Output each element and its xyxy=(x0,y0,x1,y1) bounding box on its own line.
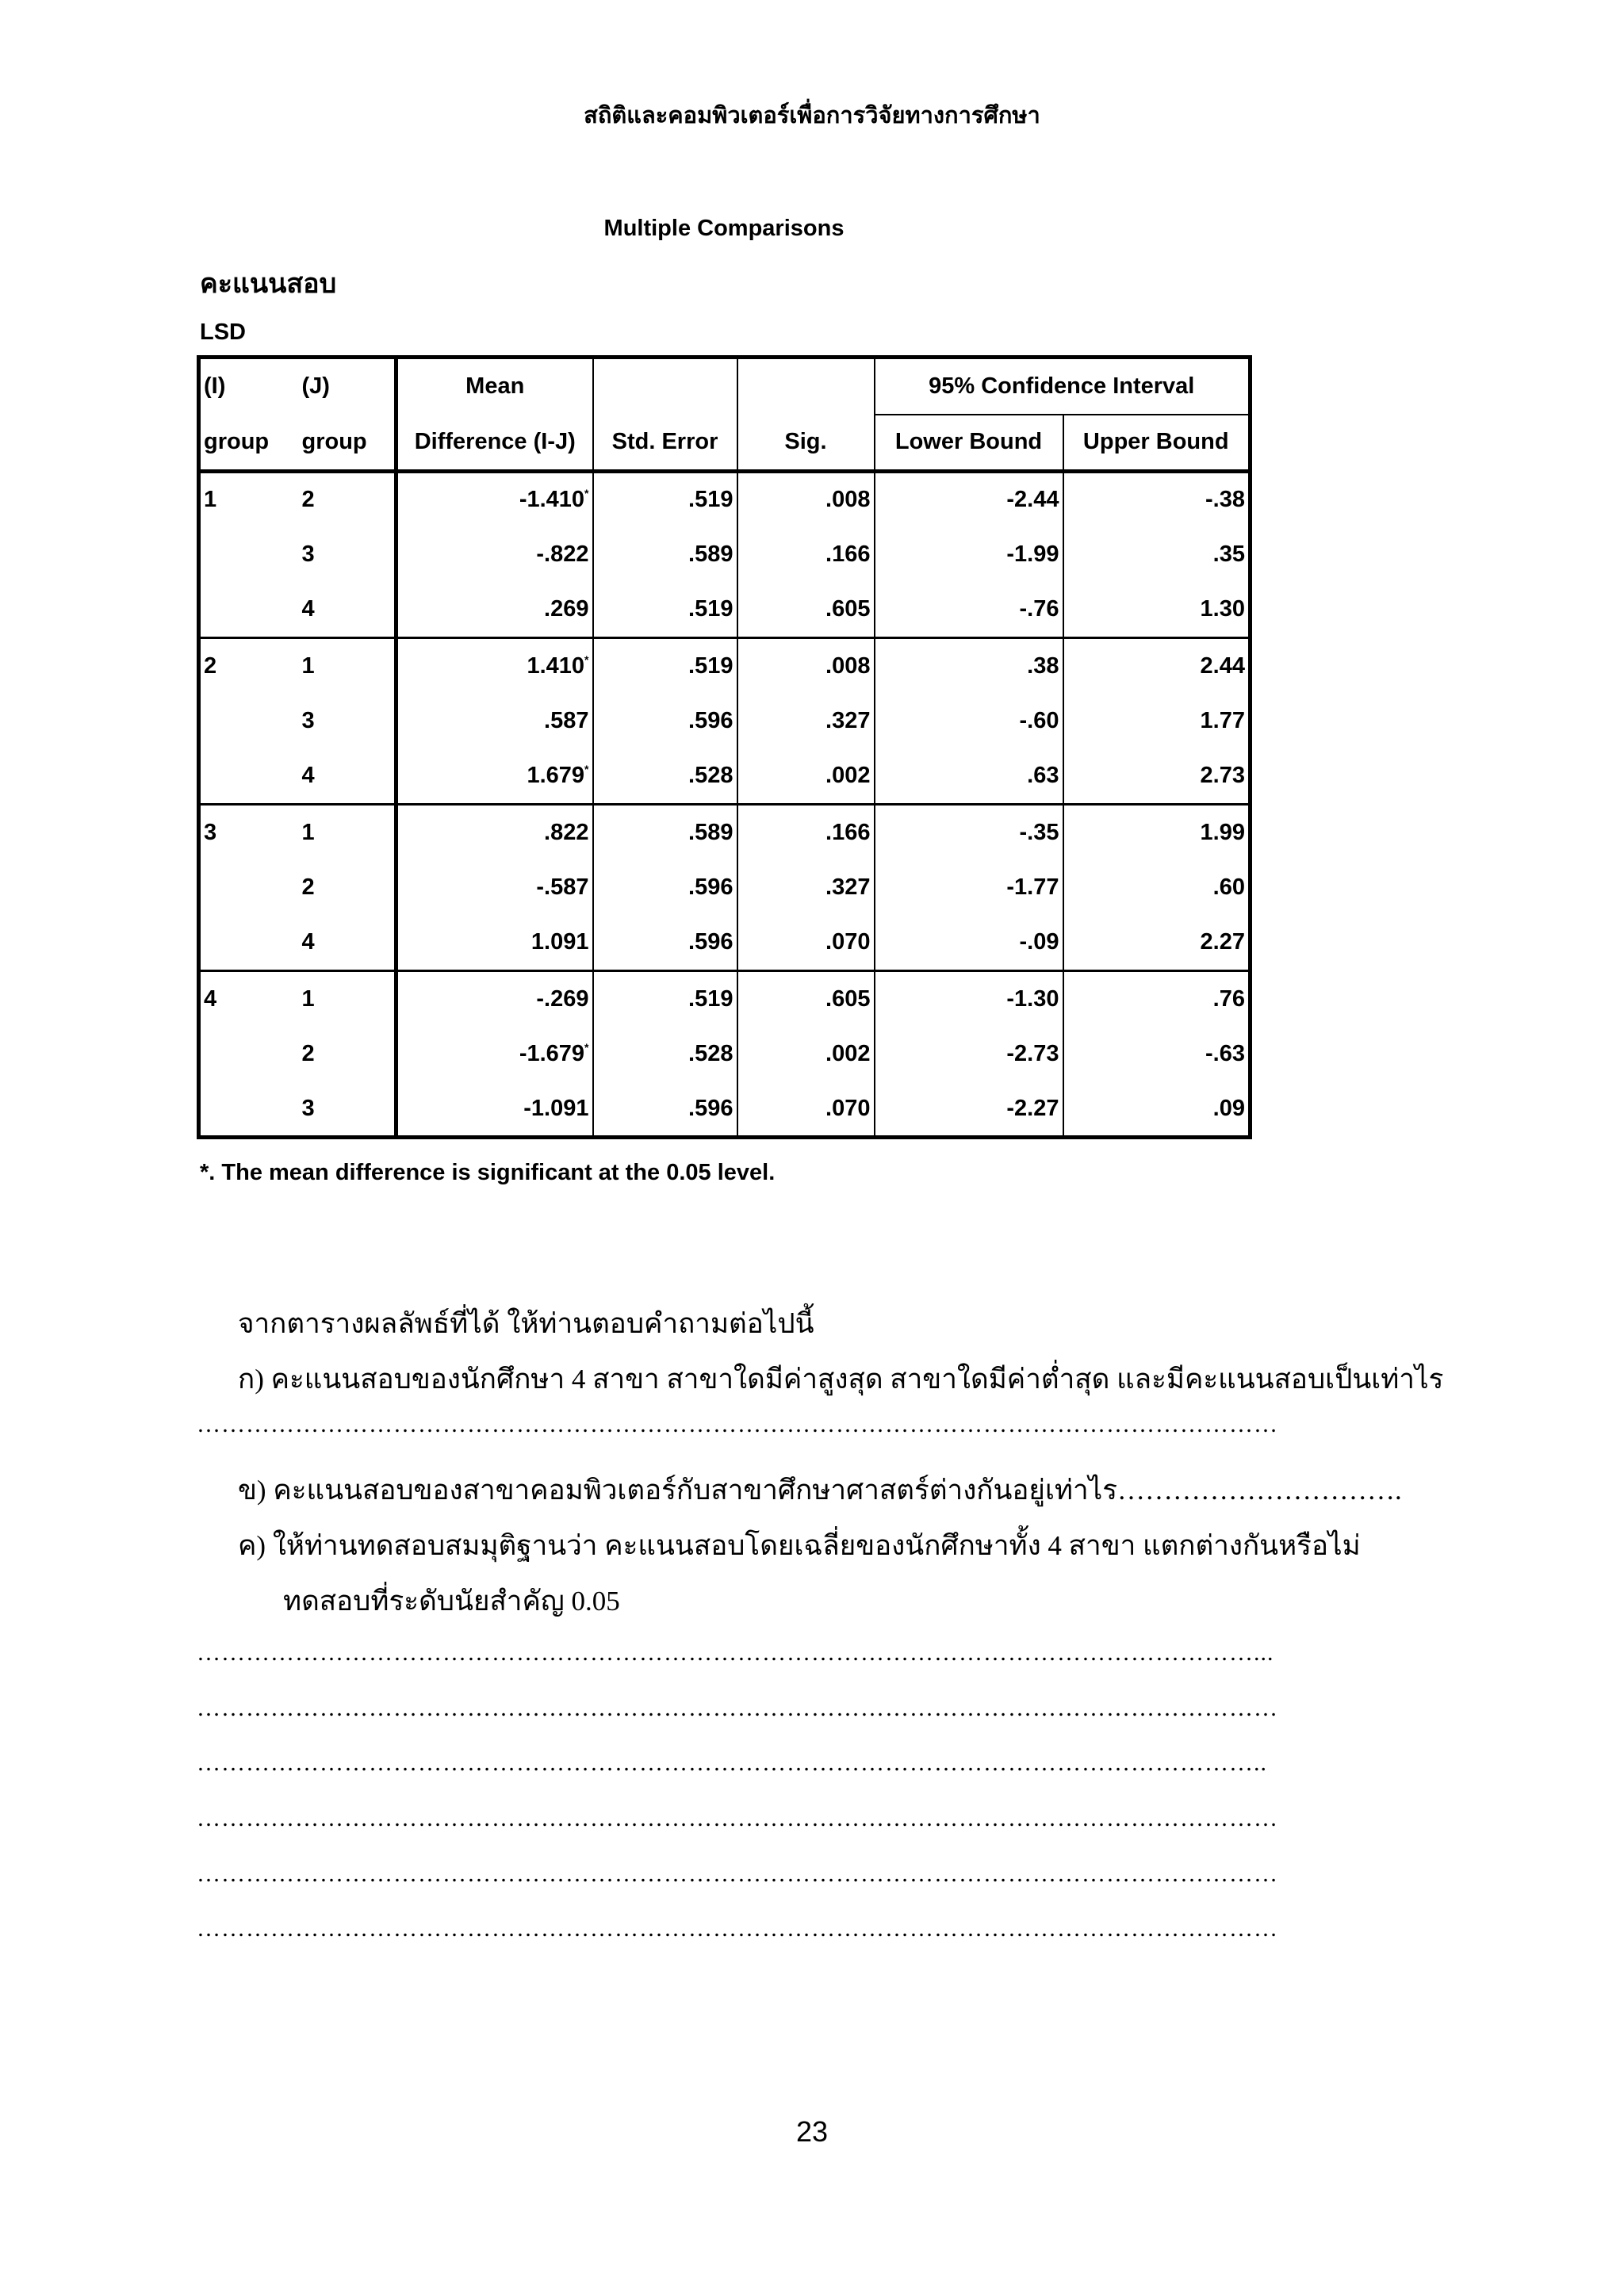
table-footnote: *. The mean difference is significant at the 0.05 level. xyxy=(200,1160,776,1185)
cell-lower-bound-value: -1.30 xyxy=(1006,985,1059,1012)
cell-mean-difference xyxy=(396,583,593,638)
question-c-line-2: ทดสอบที่ระดับนัยสำคัญ 0.05 xyxy=(283,1586,620,1617)
cell-std-error-value: .519 xyxy=(688,985,733,1012)
cell-std-error-value: .596 xyxy=(688,708,733,733)
header-se-blank xyxy=(593,358,737,415)
cell-mean-difference xyxy=(396,638,593,694)
cell-lower-bound xyxy=(875,472,1063,527)
cell-group-i xyxy=(199,860,299,916)
cell-sig-value: .605 xyxy=(825,985,871,1012)
cell-std-error xyxy=(593,694,737,749)
cell-std-error xyxy=(593,916,737,971)
cell-std-error xyxy=(593,472,737,527)
cell-std-error-value: .528 xyxy=(688,763,733,789)
header-md-bottom: Difference (I-J) xyxy=(396,415,593,472)
cell-group-j xyxy=(299,1027,396,1082)
cell-sig xyxy=(737,694,875,749)
cell-lower-bound-value: .38 xyxy=(1027,652,1059,679)
cell-lower-bound-value: -2.27 xyxy=(1006,1095,1059,1121)
question-c-line-1: ค) ให้ท่านทดสอบสมมุติฐานว่า คะแนนสอบโดยเฉลี่ยของนักศึกษาทั้ง 4 สาขา แตกต่างกันหรือไม่ xyxy=(238,1530,1361,1561)
table-row xyxy=(199,916,1251,971)
cell-std-error-value: .596 xyxy=(688,874,733,900)
cell-sig xyxy=(737,1082,875,1138)
cell-upper-bound xyxy=(1063,583,1251,638)
cell-sig-value: .002 xyxy=(825,1041,871,1066)
cell-mean-difference xyxy=(396,860,593,916)
table-row xyxy=(199,1082,1251,1138)
cell-group-i xyxy=(199,472,299,527)
page-header: สถิติและคอมพิวเตอร์เพื่อการวิจัยทางการศึกษา xyxy=(584,103,1040,128)
cell-mean-difference xyxy=(396,472,593,527)
cell-lower-bound-value: -.35 xyxy=(1019,819,1059,845)
cell-mean-difference xyxy=(396,1027,593,1082)
answer-line-c-2: …………………………………………………………………………………………………………………… xyxy=(197,1695,1278,1721)
cell-group-i xyxy=(199,971,299,1027)
answer-line-c-5: …………………………………………………………………………………………………………………… xyxy=(197,1861,1278,1887)
cell-mean-difference-value: -1.091 xyxy=(523,1095,589,1121)
cell-group-i xyxy=(199,638,299,694)
header-std-error: Std. Error xyxy=(593,415,737,472)
header-j-top: (J) xyxy=(299,358,396,415)
cell-group-j xyxy=(299,749,396,805)
cell-lower-bound xyxy=(875,527,1063,583)
answer-line-c-1: …………………………………………………………………………………………………………………... xyxy=(197,1640,1274,1666)
cell-mean-difference xyxy=(396,805,593,860)
cell-std-error-value: .589 xyxy=(688,541,733,567)
cell-lower-bound xyxy=(875,1027,1063,1082)
cell-group-i xyxy=(199,527,299,583)
cell-mean-difference xyxy=(396,527,593,583)
cell-group-i-value: 1 xyxy=(204,487,217,513)
cell-mean-difference xyxy=(396,749,593,805)
table-title: Multiple Comparisons xyxy=(603,216,845,241)
cell-group-i-value: 3 xyxy=(204,819,217,845)
cell-group-j-value: 1 xyxy=(301,652,315,679)
cell-group-j-value: 3 xyxy=(301,1095,315,1121)
cell-sig xyxy=(737,860,875,916)
cell-mean-difference xyxy=(396,694,593,749)
page-number: 23 xyxy=(795,2115,829,2148)
cell-upper-bound-value: .60 xyxy=(1212,874,1245,900)
cell-std-error-value: .519 xyxy=(688,652,733,679)
cell-upper-bound xyxy=(1063,749,1251,805)
cell-group-j-value: 1 xyxy=(301,819,315,845)
cell-group-j-value: 3 xyxy=(301,708,315,733)
method-label: LSD xyxy=(200,320,246,345)
cell-upper-bound xyxy=(1063,527,1251,583)
cell-upper-bound-value: -.63 xyxy=(1205,1041,1245,1066)
cell-group-j-value: 1 xyxy=(301,985,315,1012)
cell-group-j xyxy=(299,805,396,860)
cell-sig-value: .002 xyxy=(825,763,871,789)
dependent-variable-label: คะแนนสอบ xyxy=(200,270,337,299)
cell-upper-bound xyxy=(1063,805,1251,860)
cell-group-j xyxy=(299,472,396,527)
cell-lower-bound-value: -.60 xyxy=(1019,708,1059,733)
cell-lower-bound xyxy=(875,1082,1063,1138)
significance-marker: * xyxy=(584,652,589,666)
cell-group-j-value: 3 xyxy=(301,541,315,567)
cell-group-i xyxy=(199,1027,299,1082)
header-sig-blank xyxy=(737,358,875,415)
cell-sig xyxy=(737,638,875,694)
cell-lower-bound xyxy=(875,916,1063,971)
cell-sig xyxy=(737,527,875,583)
cell-lower-bound-value: -.76 xyxy=(1019,596,1059,622)
cell-sig-value: .327 xyxy=(825,708,871,733)
cell-mean-difference xyxy=(396,971,593,1027)
cell-std-error-value: .519 xyxy=(688,596,733,622)
header-i-top: (I) xyxy=(204,373,226,400)
table-row xyxy=(199,583,1251,638)
cell-mean-difference xyxy=(396,916,593,971)
cell-upper-bound xyxy=(1063,1027,1251,1082)
cell-upper-bound xyxy=(1063,694,1251,749)
table-header-row-1 xyxy=(199,358,1251,415)
table-row xyxy=(199,1027,1251,1082)
cell-group-j xyxy=(299,1082,396,1138)
cell-lower-bound-value: .63 xyxy=(1027,763,1059,789)
cell-upper-bound xyxy=(1063,860,1251,916)
cell-lower-bound xyxy=(875,860,1063,916)
cell-upper-bound xyxy=(1063,971,1251,1027)
cell-mean-difference xyxy=(396,1082,593,1138)
header-lower-bound: Lower Bound xyxy=(875,415,1063,472)
multiple-comparisons-table xyxy=(197,355,1252,1139)
cell-sig xyxy=(737,1027,875,1082)
cell-group-j-value: 2 xyxy=(301,487,315,513)
cell-sig xyxy=(737,805,875,860)
cell-group-i-value: 2 xyxy=(204,652,217,679)
cell-mean-difference-value: -.587 xyxy=(536,874,589,900)
cell-std-error-value: .596 xyxy=(688,929,733,955)
cell-upper-bound-value: 1.30 xyxy=(1200,596,1245,622)
cell-std-error-value: .589 xyxy=(688,819,733,845)
cell-sig xyxy=(737,472,875,527)
cell-sig-value: .166 xyxy=(825,541,871,567)
cell-mean-difference-value: .269 xyxy=(544,596,589,622)
cell-upper-bound-value: .35 xyxy=(1212,541,1245,567)
cell-std-error xyxy=(593,583,737,638)
answer-line-c-4: …………………………………………………………………………………………………………………… xyxy=(197,1805,1278,1831)
header-md-top: Mean xyxy=(396,358,593,415)
table-row xyxy=(199,638,1251,694)
cell-mean-difference-value: -1.679 xyxy=(519,1041,585,1066)
cell-mean-difference-value: 1.091 xyxy=(530,929,589,955)
cell-group-i xyxy=(199,694,299,749)
answer-line-c-3: ………………………………………………………………………………………………………………….. xyxy=(197,1750,1267,1776)
question-a: ก) คะแนนสอบของนักศึกษา 4 สาขา สาขาใดมีค่าสูงสุด สาขาใดมีค่าต่ำสุด และมีคะแนนสอบเป็นเท่าไร xyxy=(238,1364,1444,1395)
cell-group-j-value: 4 xyxy=(301,763,315,789)
cell-std-error xyxy=(593,1027,737,1082)
cell-upper-bound-value: 1.77 xyxy=(1200,708,1245,733)
cell-upper-bound xyxy=(1063,1082,1251,1138)
cell-group-j xyxy=(299,694,396,749)
cell-sig-value: .166 xyxy=(825,819,871,845)
cell-upper-bound-value: 1.99 xyxy=(1200,819,1245,845)
table-row xyxy=(199,860,1251,916)
table-row xyxy=(199,749,1251,805)
cell-group-j xyxy=(299,860,396,916)
cell-sig-value: .008 xyxy=(825,652,871,679)
cell-std-error xyxy=(593,527,737,583)
header-j-bottom: group xyxy=(299,415,396,472)
cell-group-j-value: 4 xyxy=(301,596,315,622)
answer-line-a: …………………………………………………………………………………………………………………… xyxy=(197,1411,1278,1437)
significance-marker: * xyxy=(584,1041,589,1054)
table-row xyxy=(199,527,1251,583)
table-header-row-2 xyxy=(199,415,1251,472)
cell-std-error-value: .519 xyxy=(688,487,733,513)
cell-group-j-value: 2 xyxy=(301,1041,315,1066)
cell-std-error xyxy=(593,805,737,860)
cell-upper-bound-value: -.38 xyxy=(1205,487,1245,513)
cell-upper-bound xyxy=(1063,916,1251,971)
cell-group-i xyxy=(199,583,299,638)
cell-std-error-value: .596 xyxy=(688,1095,733,1121)
cell-group-j xyxy=(299,971,396,1027)
question-b: ข) คะแนนสอบของสาขาคอมพิวเตอร์กับสาขาศึกษาศาสตร์ต่างกันอยู่เท่าไร…………………………. xyxy=(238,1475,1402,1506)
cell-sig-value: .605 xyxy=(825,596,871,622)
table-row xyxy=(199,472,1251,527)
cell-lower-bound xyxy=(875,749,1063,805)
table-row xyxy=(199,694,1251,749)
cell-upper-bound xyxy=(1063,638,1251,694)
table-row xyxy=(199,971,1251,1027)
table-row xyxy=(199,805,1251,860)
cell-sig xyxy=(737,971,875,1027)
cell-mean-difference-value: .822 xyxy=(544,819,589,845)
cell-lower-bound xyxy=(875,805,1063,860)
cell-group-i-value: 4 xyxy=(204,985,217,1012)
question-intro: จากตารางผลลัพธ์ที่ได้ ให้ท่านตอบคำถามต่อไปนี้ xyxy=(238,1308,814,1339)
cell-mean-difference-value: -.822 xyxy=(536,541,589,567)
header-i-bottom: group xyxy=(204,428,270,454)
cell-lower-bound-value: -1.99 xyxy=(1006,541,1059,567)
cell-sig xyxy=(737,583,875,638)
cell-std-error xyxy=(593,638,737,694)
header-upper-bound: Upper Bound xyxy=(1082,429,1229,455)
cell-lower-bound xyxy=(875,694,1063,749)
cell-mean-difference-value: 1.679 xyxy=(527,763,585,789)
cell-std-error xyxy=(593,971,737,1027)
cell-std-error-value: .528 xyxy=(688,1041,733,1066)
cell-group-i xyxy=(199,805,299,860)
cell-lower-bound xyxy=(875,583,1063,638)
cell-lower-bound-value: -.09 xyxy=(1019,929,1059,955)
cell-upper-bound-value: 2.44 xyxy=(1200,652,1245,679)
cell-sig xyxy=(737,916,875,971)
cell-lower-bound xyxy=(875,638,1063,694)
cell-sig xyxy=(737,749,875,805)
cell-group-j xyxy=(299,638,396,694)
header-confidence-interval: 95% Confidence Interval xyxy=(875,358,1251,415)
cell-std-error xyxy=(593,860,737,916)
cell-lower-bound-value: -2.44 xyxy=(1006,487,1059,513)
cell-std-error xyxy=(593,1082,737,1138)
cell-group-j xyxy=(299,527,396,583)
cell-group-j xyxy=(299,583,396,638)
cell-mean-difference-value: -.269 xyxy=(536,985,589,1012)
cell-sig-value: .008 xyxy=(825,487,871,513)
cell-upper-bound xyxy=(1063,472,1251,527)
cell-upper-bound-value: .76 xyxy=(1212,985,1245,1012)
cell-upper-bound-value: 2.27 xyxy=(1200,929,1245,955)
cell-group-i xyxy=(199,1082,299,1138)
cell-lower-bound xyxy=(875,971,1063,1027)
significance-marker: * xyxy=(584,763,589,776)
cell-lower-bound-value: -1.77 xyxy=(1006,874,1059,900)
cell-mean-difference-value: .587 xyxy=(544,708,589,733)
cell-mean-difference-value: -1.410 xyxy=(519,487,585,513)
cell-upper-bound-value: 2.73 xyxy=(1200,763,1245,789)
cell-group-j xyxy=(299,916,396,971)
cell-group-j-value: 4 xyxy=(301,929,315,955)
cell-group-i xyxy=(199,749,299,805)
significance-marker: * xyxy=(584,487,589,500)
cell-group-i xyxy=(199,916,299,971)
cell-group-j-value: 2 xyxy=(301,874,315,900)
cell-sig-value: .070 xyxy=(825,1095,871,1121)
cell-sig-value: .327 xyxy=(825,874,871,900)
cell-sig-value: .070 xyxy=(825,929,871,955)
header-sig: Sig. xyxy=(737,415,875,472)
cell-std-error xyxy=(593,749,737,805)
answer-line-c-6: …………………………………………………………………………………………………………………… xyxy=(197,1915,1278,1942)
cell-lower-bound-value: -2.73 xyxy=(1006,1041,1059,1066)
cell-upper-bound-value: .09 xyxy=(1212,1095,1245,1121)
cell-mean-difference-value: 1.410 xyxy=(527,652,585,679)
